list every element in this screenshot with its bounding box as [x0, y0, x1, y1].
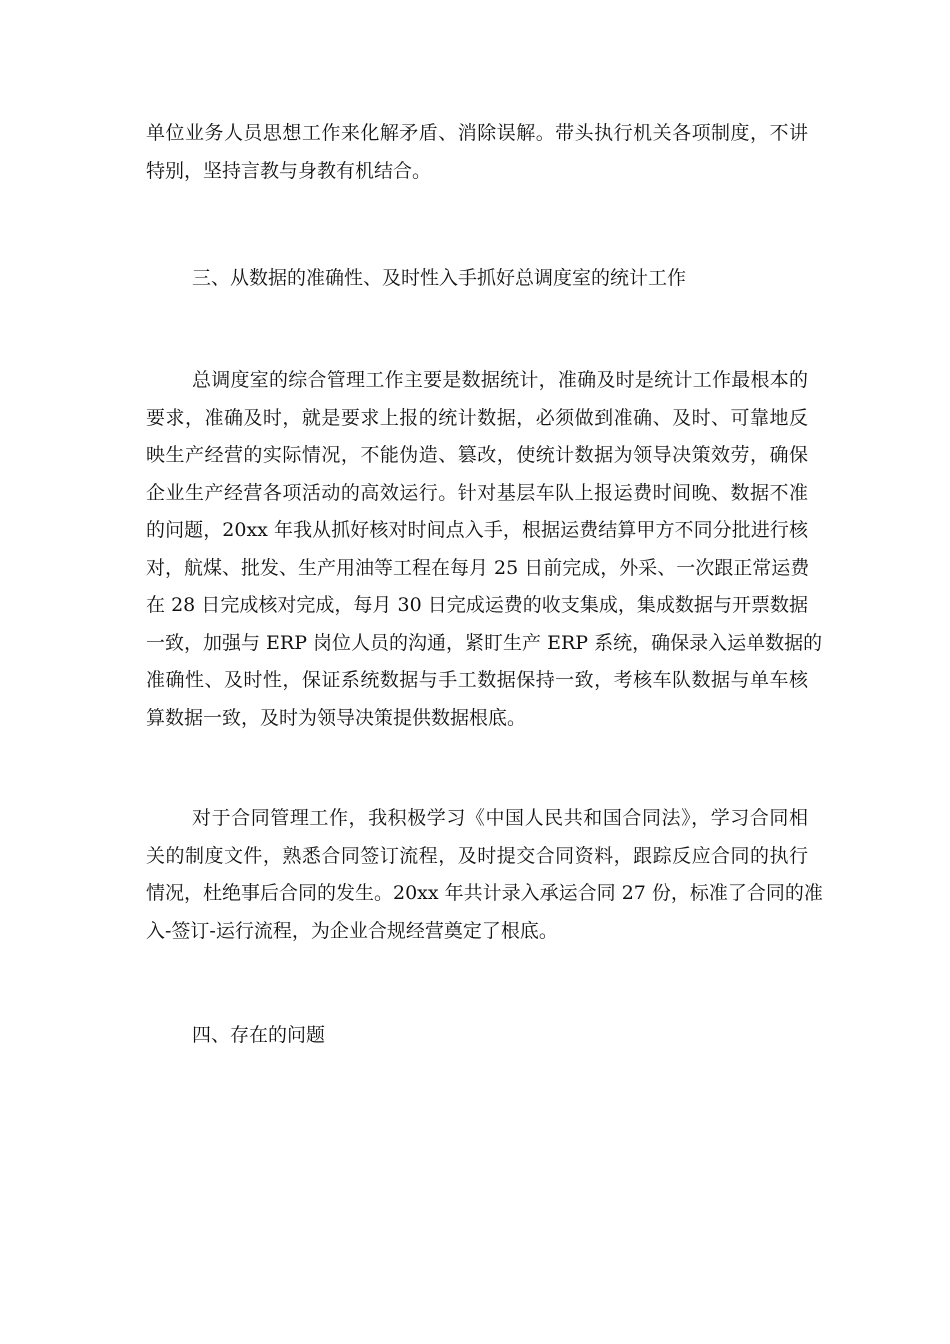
paragraph-line: 算数据一致，及时为领导决策提供数据根底。 [146, 706, 527, 729]
section-heading-4: 四、存在的问题 [192, 1024, 326, 1046]
paragraph-line: 在 28 日完成核对完成，每月 30 日完成运费的收支集成，集成数据与开票数据 [146, 594, 808, 616]
paragraph-line: 情况，杜绝事后合同的发生。20xx 年共计录入承运合同 27 份，标准了合同的准 [146, 882, 823, 904]
paragraph-statistics [146, 362, 823, 737]
paragraph-line: 单位业务人员思想工作来化解矛盾、消除误解。带头执行机关各项制度，不讲 [146, 122, 808, 144]
paragraph-contracts [146, 800, 823, 950]
paragraph-line: 一致，加强与 ERP 岗位人员的沟通，紧盯生产 ERP 系统，确保录入运单数据的 [146, 631, 823, 654]
paragraph-line: 的问题，20xx 年我从抓好核对时间点入手，根据运费结算甲方不同分批进行核 [146, 519, 808, 541]
paragraph-line: 企业生产经营各项活动的高效运行。针对基层车队上报运费时间晚、数据不准 [146, 481, 808, 504]
section-heading-3: 三、从数据的准确性、及时性入手抓好总调度室的统计工作 [192, 267, 687, 289]
paragraph-line: 要求，准确及时，就是要求上报的统计数据，必须做到准确、及时、可靠地反 [146, 406, 808, 429]
paragraph-line: 对于合同管理工作，我积极学习《中国人民共和国合同法》，学习合同相 [192, 807, 808, 829]
paragraph-line: 准确性、及时性，保证系统数据与手工数据保持一致，考核车队数据与单车核 [146, 669, 808, 691]
paragraph-continuation [146, 115, 808, 190]
paragraph-line: 对，航煤、批发、生产用油等工程在每月 25 日前完成，外采、一次跟正常运费 [146, 556, 810, 579]
paragraph-line: 入-签订-运行流程，为企业合规经营奠定了根底。 [146, 919, 558, 942]
paragraph-line: 关的制度文件，熟悉合同签订流程，及时提交合同资料，跟踪反应合同的执行 [146, 844, 808, 867]
paragraph-line: 映生产经营的实际情况，不能伪造、篡改，使统计数据为领导决策效劳，确保 [146, 444, 808, 466]
paragraph-line: 特别，坚持言教与身教有机结合。 [146, 159, 432, 182]
paragraph-line: 总调度室的综合管理工作主要是数据统计，准确及时是统计工作最根本的 [192, 369, 808, 391]
